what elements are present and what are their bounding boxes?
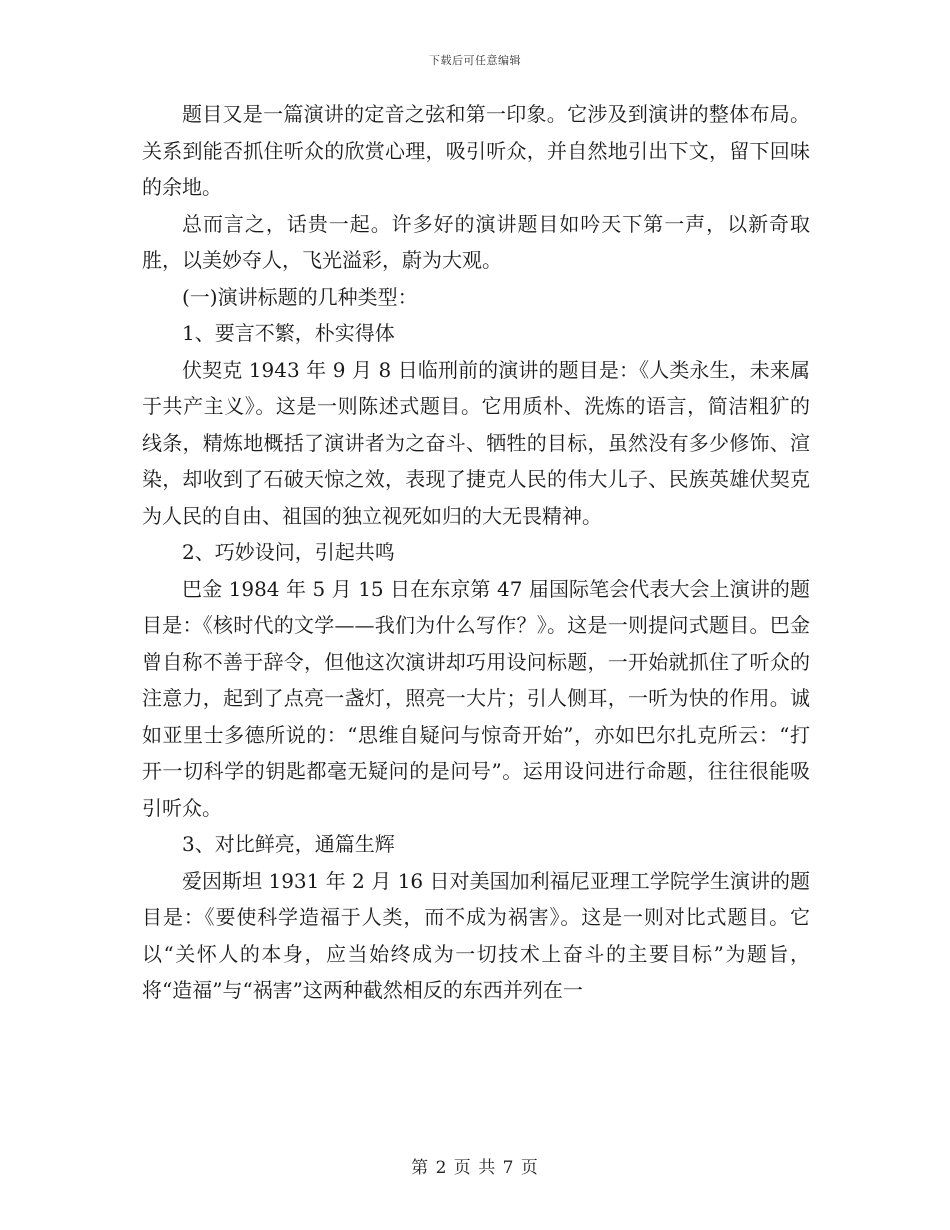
paragraph-summary: 总而言之，话贵一起。许多好的演讲题目如吟天下第一声，以新奇取胜，以美妙夺人，飞光溢彩，蔚为大观。 [142,211,810,272]
page-footer: 第 2 页 共 7 页 [411,1158,539,1178]
paragraph-einstein: 爱因斯坦 1931 年 2 月 16 日对美国加利福尼亚理工学院学生演讲的题目是：《要使科学造福于人类，而不成为祸害》。这是一则对比式题目。它以“关怀人的本身，应当始终成为一切技术上奋斗的主要目标”为题旨，将“造福”与“祸害”这两种截然相反的东西并列在一 [142,868,810,1002]
body-text [142,96,810,1009]
paragraph-bajin: 巴金 1984 年 5 月 15 日在东京第 47 届国际笔会代表大会上演讲的题目是：《核时代的文学——我们为什么写作？》。这是一则提问式题目。巴金曾自称不善于辞令，但他这次演讲却巧用设问标题，一开始就抓住了听众的注意力，起到了点亮一盏灯，照亮一大片；引人侧耳，一听为快的作用。诚如亚里士多德所说的：“思维自疑问与惊奇开始”，亦如巴尔扎克所云：“打开一切科学的钥匙都毫无疑问的是问号”。运用设问进行命题，往往很能吸引听众。 [142,576,810,820]
subheading-1: 1、要言不繁，朴实得体 [182,321,395,345]
subheading-2: 2、巧妙设问，引起共鸣 [182,540,395,564]
paragraph-fucik: 伏契克 1943 年 9 月 8 日临刑前的演讲的题目是：《人类永生，未来属于共产主义》。这是一则陈述式题目。它用质朴、洗炼的语言，简洁粗犷的线条，精炼地概括了演讲者为之奋斗、牺牲的目标，虽然没有多少修饰、渲染，却收到了石破天惊之效，表现了捷克人民的伟大儿子、民族英雄伏契克为人民的自由、祖国的独立视死如归的大无畏精神。 [142,357,810,528]
paragraph-intro: 题目又是一篇演讲的定音之弦和第一印象。它涉及到演讲的整体布局。关系到能否抓住听众的欣赏心理，吸引听众，并自然地引出下文，留下回味的余地。 [142,102,810,199]
page-header: 下载后可任意编辑 [429,54,521,67]
section-heading: (一)演讲标题的几种类型： [182,284,418,309]
subheading-3: 3、对比鲜亮，通篇生辉 [182,832,395,856]
